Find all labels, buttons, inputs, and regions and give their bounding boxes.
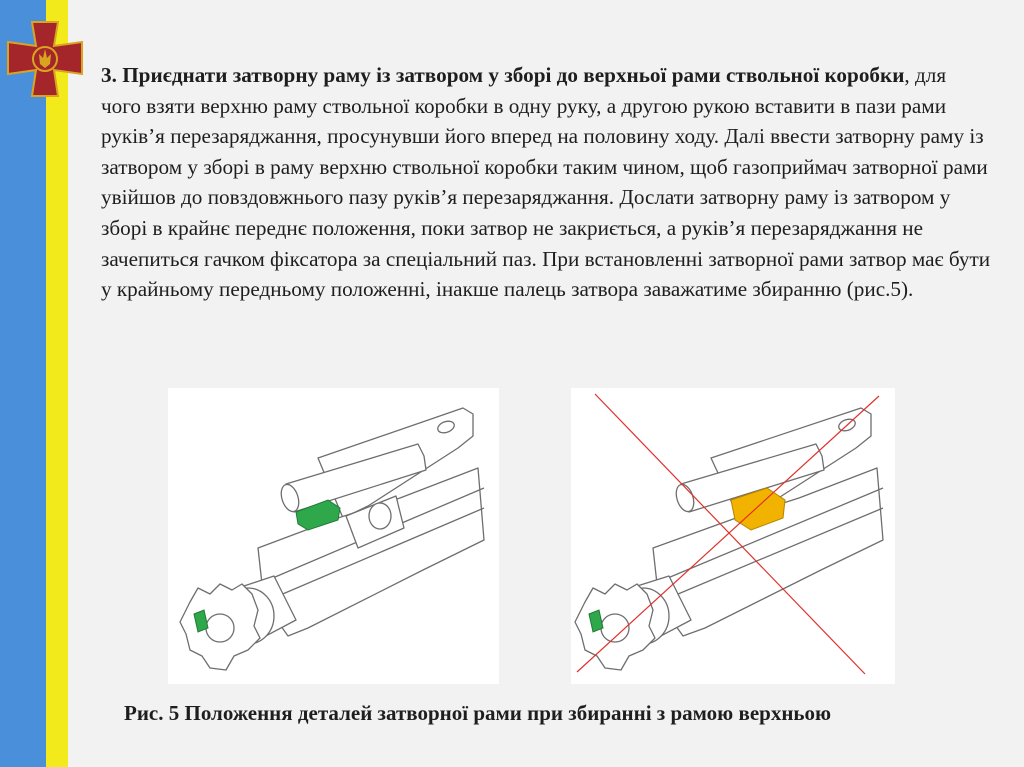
figure-correct-assembly: [168, 388, 499, 684]
bolt-carrier-correct-assembly-drawing-icon: [168, 388, 499, 684]
bolt-carrier-incorrect-assembly-drawing-icon: [571, 388, 895, 684]
armed-forces-emblem-icon: [2, 16, 88, 102]
figure-caption: Рис. 5 Положення деталей затворної рами при збиранні з рамою верхньою: [124, 701, 832, 725]
flag-stripe-blue: [0, 0, 46, 767]
instruction-body: , для чого взяти верхню раму ствольної коробки в одну руку, а другою рукою вставити в пази рами руків’я перезаряджання, просунувши його вперед на половину ходу. Далі ввести затворну раму із затвором у зборі в раму верхню ствольної коробки таким чином, щоб газоприймач затворної рами увійшов до повздовжнього пазу руків’я перезаряджання. Дослати затворну раму із затвором у зборі в крайнє переднє положення, поки затвор не закриється, а руків’я перезаряджання не зачепиться гачком фіксатора за спеціальний паз. При встановленні затворної рами затвор має бути у крайньому передньому положенні, інакше палець затвора заважатиме збиранню (рис.5).: [101, 63, 991, 302]
figure-incorrect-assembly: [571, 388, 895, 684]
instruction-paragraph: [101, 60, 991, 305]
flag-stripe-yellow: [46, 0, 68, 767]
instruction-lead-bold: 3. Приєднати затворну раму із затвором у зборі до верхньої рами ствольної коробки: [101, 63, 905, 87]
